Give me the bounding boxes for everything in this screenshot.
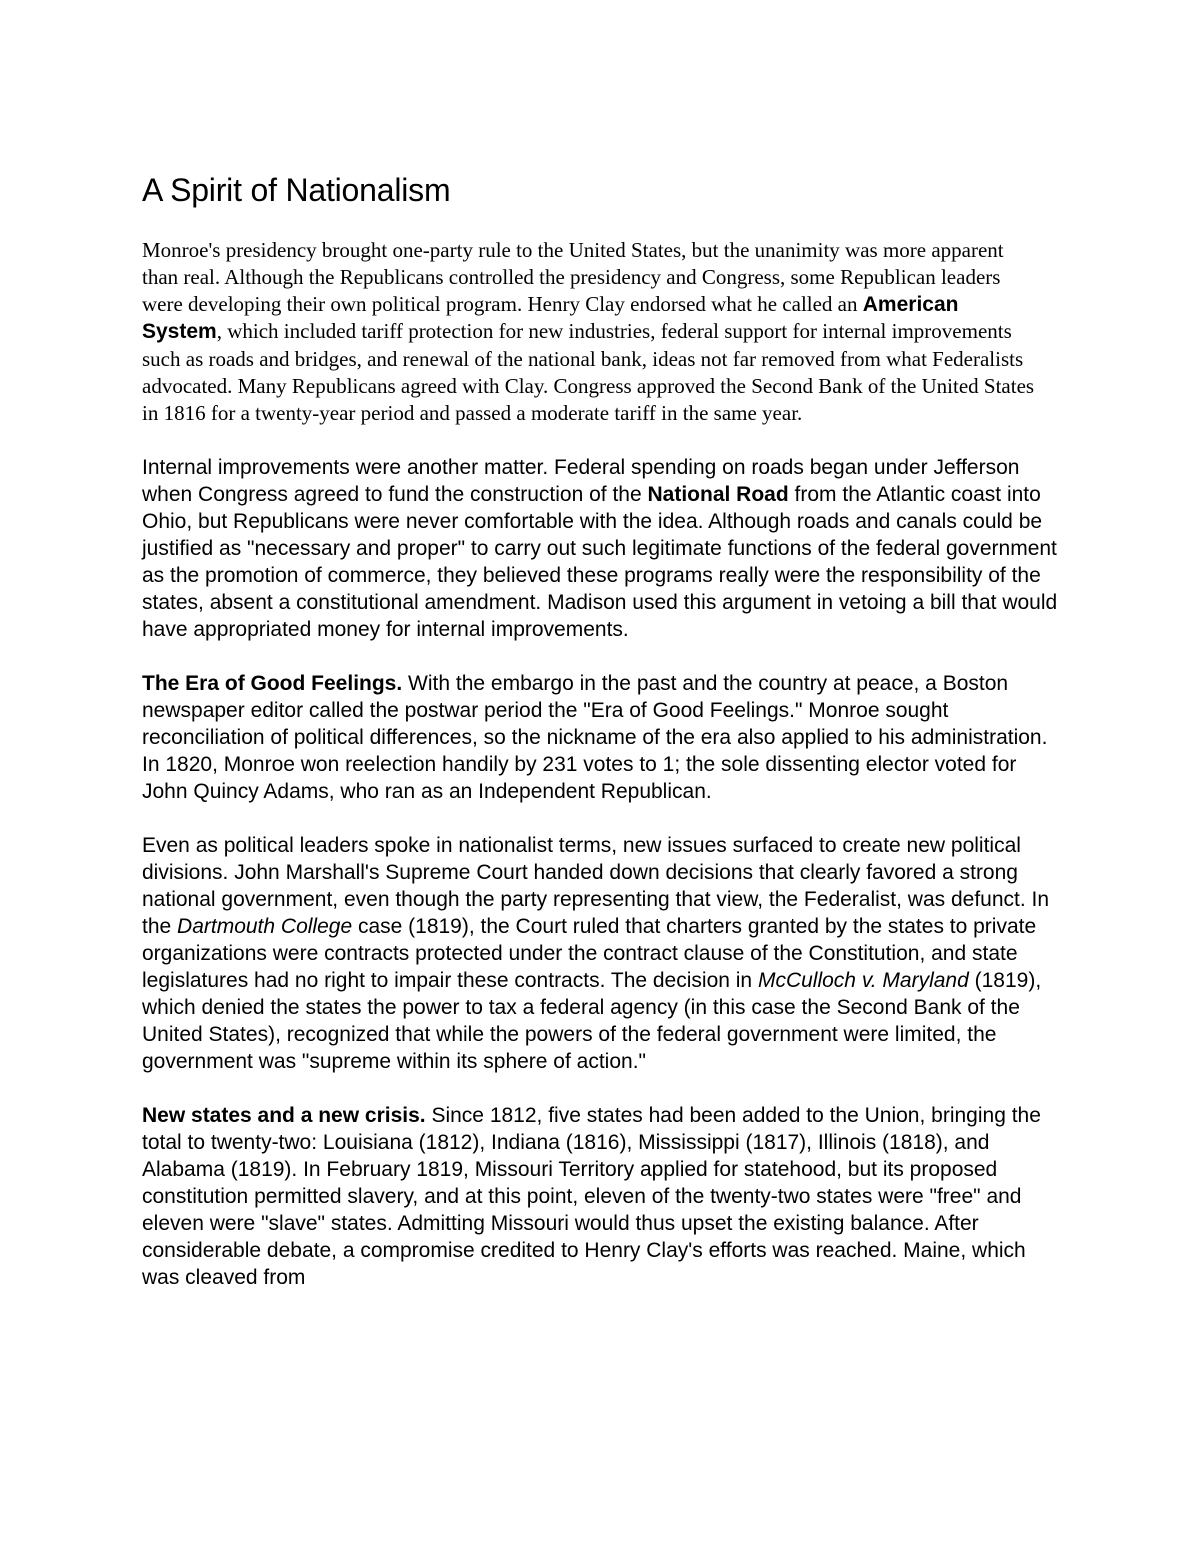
paragraph-internal-improvements bbox=[142, 454, 1062, 643]
paragraph-text: Monroe's presidency brought one-party rule to the United States, but the unanimity was more apparent than real. Although the Republicans controlled the presidency and Congress, some Republican leaders were developing their own political program. Henry Clay endorsed what he called an bbox=[142, 238, 1004, 316]
paragraph-american-system bbox=[142, 237, 1042, 427]
document-page bbox=[142, 170, 1062, 1318]
paragraph-new-states bbox=[142, 1102, 1062, 1291]
section-heading-new-states: New states and a new crisis. bbox=[142, 1103, 426, 1127]
paragraph-supreme-court bbox=[142, 832, 1062, 1075]
case-name-mcculloch-v-maryland: McCulloch v. Maryland bbox=[757, 968, 969, 992]
paragraph-text: Internal improvements were another matter. Federal spending on roads began under Jefferson when Congress agreed to fund the construction of the bbox=[142, 455, 1020, 506]
term-american-system: American System bbox=[142, 292, 959, 344]
paragraph-text: With the embargo in the past and the country at peace, a Boston newspaper editor called the postwar period the "Era of Good Feelings." Monroe sought reconciliation of political differences, so the nickname of the era also applied to his administration. In 1820, Monroe won reelection handily by 231 votes to 1; the sole dissenting elector voted for John Quincy Adams, who ran as an Independent Republican. bbox=[142, 671, 1048, 803]
term-national-road: National Road bbox=[647, 482, 789, 506]
paragraph-text: , which included tariff protection for new industries, federal support for internal improvements such as roads and bridges, and renewal of the national bank, ideas not far removed from what Federalists advocated. Many Republicans agreed with Clay. Congress approved the Second Bank of the United States in 1816 for a twenty-year period and passed a moderate tariff in the same year. bbox=[142, 319, 1035, 425]
paragraph-text: Since 1812, five states had been added to the Union, bringing the total to twenty-two: Louisiana (1812), Indiana (1816), Mississippi (1817), Illinois (1818), and Alabama (1819). In February 1819, Missouri Territory applied for statehood, but its proposed constitution permitted slavery, and at this point, eleven of the twenty-two states were "free" and eleven were "slave" states. Admitting Missouri would thus upset the existing balance. After considerable debate, a compromise credited to Henry Clay's efforts was reached. Maine, which was cleaved from bbox=[142, 1103, 1041, 1289]
paragraph-text: (1819), which denied the states the power to tax a federal agency (in this case the Second Bank of the United States), recognized that while the powers of the federal government were limited, the government was "supreme within its sphere of action." bbox=[142, 968, 1042, 1073]
page-title: A Spirit of Nationalism bbox=[142, 172, 451, 208]
paragraph-text: from the Atlantic coast into Ohio, but Republicans were never comfortable with the idea. Although roads and canals could be justified as "necessary and proper" to carry out such legitimate functions of the federal government as the promotion of commerce, they believed these programs really were the responsibility of the states, absent a constitutional amendment. Madison used this argument in vetoing a bill that would have appropriated money for internal improvements. bbox=[142, 482, 1058, 641]
paragraph-text: case (1819), the Court ruled that charters granted by the states to private organizations were contracts protected under the contract clause of the Constitution, and state legislatures had no right to impair these contracts. The decision in bbox=[142, 914, 1037, 992]
paragraph-era-of-good-feelings bbox=[142, 670, 1062, 805]
paragraph-text: Even as political leaders spoke in nationalist terms, new issues surfaced to create new political divisions. John Marshall's Supreme Court handed down decisions that clearly favored a strong national government, even though the party representing that view, the Federalist, was defunct. In the bbox=[142, 833, 1050, 938]
case-name-dartmouth-college: Dartmouth College bbox=[177, 914, 353, 938]
section-heading-era-of-good-feelings: The Era of Good Feelings. bbox=[142, 671, 403, 695]
